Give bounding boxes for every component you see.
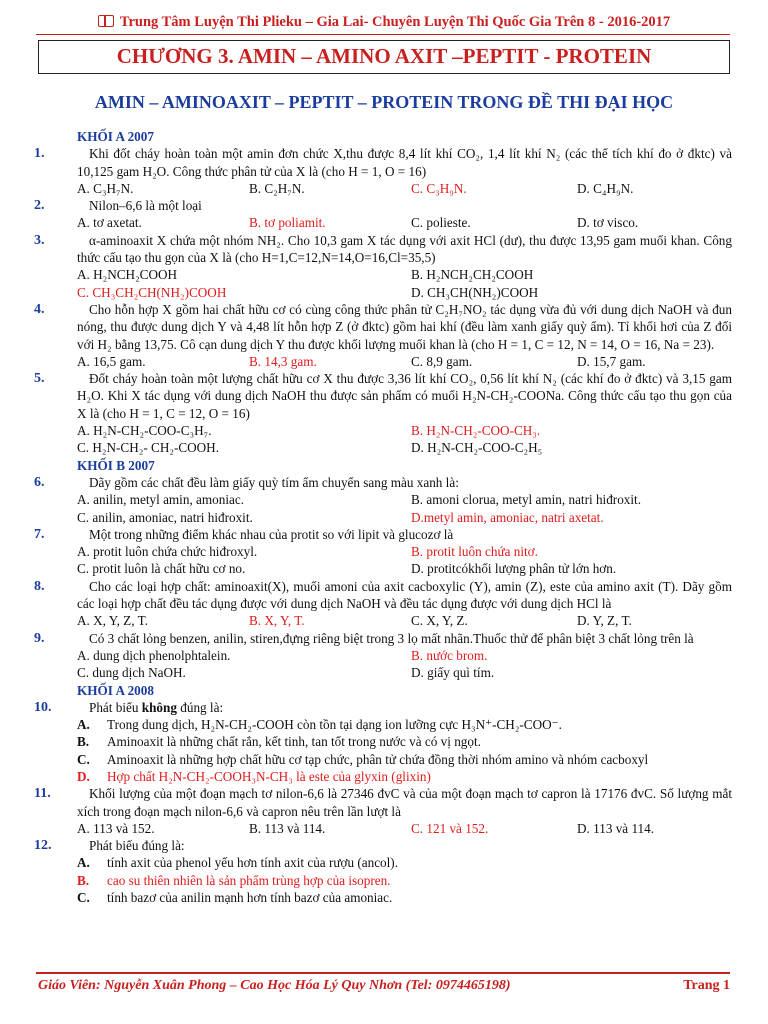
statement-label: B.	[77, 872, 90, 888]
options	[32, 266, 732, 301]
statement-label: A.	[77, 717, 90, 733]
statement-text: cao su thiên nhiên là sản phẩm trùng hợp của isopren.	[107, 872, 391, 888]
option-a: A. H₂N-CH₂-COO-C₃H₇.	[77, 423, 212, 439]
option-c: C. anilin, amoniac, natri hiđroxit.	[77, 509, 253, 525]
option-d-answer: D.metyl amin, amoniac, natri axetat.	[411, 509, 604, 525]
section-heading: KHỐI A 2008	[77, 682, 154, 698]
statement-text: Aminoaxit là những hợp chất hữu cơ tạp chức, phân tử chứa đồng thời nhóm amino và nhóm cacboxyl	[107, 751, 649, 767]
options	[32, 353, 732, 370]
statement-label: C.	[77, 751, 90, 767]
option-d: D. C₄H₉N.	[577, 180, 634, 196]
option-a: A. protit luôn chứa chức hiđroxyl.	[77, 544, 258, 560]
statement-text: Aminoaxit là những chất rắn, kết tinh, tan tốt trong nước và có vị ngọt.	[107, 734, 481, 750]
question-text: Dãy gồm các chất đều làm giấy quỳ tím ẩm chuyển sang màu xanh là:	[89, 474, 459, 490]
page-header	[0, 14, 768, 31]
option-b: B. amoni clorua, metyl amin, natri hiđroxit.	[411, 492, 642, 508]
question-text: Phát biểu đúng là:	[89, 838, 185, 854]
options	[32, 422, 732, 457]
question-text: α-aminoaxit X chứa một nhóm NH₂. Cho 10,3 gam X tác dụng với axit HCl (dư), thu được 13,95 gam muối khan. Công thức cấu tạo thu gọn của X là (cho H=1,C=12,N=14,O=16,Cl=35,5)	[77, 232, 732, 266]
option-c: C. protit luôn là chất hữu cơ no.	[77, 561, 246, 577]
question-number: 10.	[34, 699, 52, 715]
statement-label: A.	[77, 855, 90, 871]
question-1	[32, 145, 732, 180]
question-number: 1.	[34, 146, 45, 162]
statement-text: Hợp chất H₂N-CH₂-COOH₃N-CH₃ là este của glyxin (glixin)	[107, 768, 431, 784]
subtitle: AMIN – AMINOAXIT – PEPTIT – PROTEIN TRONG ĐỀ THI ĐẠI HỌC	[94, 92, 674, 112]
question-text: Cho hỗn hợp X gồm hai chất hữu cơ có cùng công thức phân tử C₂H₇NO₂ tác dụng vừa đủ với dung dịch NaOH và đun nóng, thu được dung dịch Y và 4,48 lít hỗn hợp Z (ở đktc) gồm hai khí (đều làm xanh giấy quỳ ẩm). Tỉ khối hơi của Z đối với H₂ bằng 13,75. Cô cạn dung dịch Y thu được khối lượng muối khan là (cho H = 1, C = 12, N = 14, O = 16, Na = 23).	[77, 301, 732, 352]
options	[32, 820, 732, 837]
question-9	[32, 630, 732, 647]
statement-b-answer	[32, 872, 732, 889]
question-7	[32, 526, 732, 543]
question-number: 3.	[34, 232, 45, 248]
question-3	[32, 232, 732, 267]
question-number: 9.	[34, 630, 45, 646]
statement-label: D.	[77, 768, 90, 784]
statement-c	[32, 889, 732, 906]
question-text: Cho các loại hợp chất: aminoaxit(X), muối amoni của axit cacboxylic (Y), amin (Z), este của amino axit (T). Dãy gồm các loại hợp chất đều tác dụng được với dung dịch NaOH và đều tác dụng được với dung dịch HCl là	[77, 578, 732, 612]
option-c-answer: C. CH₃CH₂CH(NH₂)COOH	[77, 284, 227, 300]
option-a: A. tơ axetat.	[77, 215, 142, 231]
option-a: A. C₃H₇N.	[77, 180, 134, 196]
options	[32, 491, 732, 526]
question-8	[32, 578, 732, 613]
option-b: B. C₂H₇N.	[249, 180, 305, 196]
statement-b	[32, 733, 732, 750]
option-a: A. X, Y, Z, T.	[77, 613, 148, 629]
option-a: A. H₂NCH₂COOH	[77, 267, 178, 283]
question-10	[32, 699, 732, 716]
question-text: Một trong những điểm khác nhau của protit so với lipit và glucozơ là	[89, 526, 454, 542]
option-d: D. giấy quì tím.	[411, 665, 495, 681]
question-text-end: đúng là:	[176, 699, 224, 715]
question-text: Khối lượng của một đoạn mạch tơ nilon-6,6 là 27346 đvC và của một đoạn mạch tơ capron là 17176 đvC. Số lượng mắt xích trong đoạn mạch nilon-6,6 và capron nêu trên lần lượt là	[77, 786, 732, 819]
option-c-answer: C. C₃H₉N.	[411, 180, 467, 196]
question-text-emphasis: không	[141, 699, 177, 715]
statement-text: tính axit của phenol yếu hơn tính axit của rượu (ancol).	[107, 855, 398, 871]
question-12	[32, 837, 732, 854]
option-a: A. anilin, metyl amin, amoniac.	[77, 492, 245, 508]
option-d: D. H₂N-CH₂-COO-C₂H₅	[411, 440, 543, 456]
question-number: 8.	[34, 578, 45, 594]
statement-label: B.	[77, 734, 90, 750]
option-c-answer: C. 121 và 152.	[411, 820, 489, 836]
header-text: Trung Tâm Luyện Thi Plieku – Gia Lai- Chuyên Luyện Thi Quốc Gia Trên 8 - 2016-2017	[119, 14, 671, 30]
footer-teacher: Giáo Viên: Nguyễn Xuân Phong – Cao Học Hóa Lý Quy Nhơn (Tel: 0974465198)	[38, 978, 511, 993]
option-c: C. dung dịch NaOH.	[77, 665, 186, 681]
section-heading: KHỐI B 2007	[77, 457, 155, 473]
options	[32, 647, 732, 682]
chapter-title: CHƯƠNG 3. AMIN – AMINO AXIT –PEPTIT - PROTEIN	[38, 40, 730, 74]
option-c: C. X, Y, Z.	[411, 613, 468, 629]
option-b: B. H₂NCH₂CH₂COOH	[411, 267, 534, 283]
question-6	[32, 474, 732, 491]
question-text	[77, 699, 732, 716]
question-2	[32, 197, 732, 214]
question-text: Có 3 chất lỏng benzen, anilin, stiren,đựng riêng biệt trong 3 lọ mất nhãn.Thuốc thử để phân biệt 3 chất lỏng trên là	[89, 630, 694, 646]
option-b-answer: B. X, Y, T.	[249, 613, 305, 629]
question-text: Khi đốt cháy hoàn toàn một amin đơn chức X,thu được 8,4 lít khí CO₂, 1,4 lít khí N₂ (các thể tích khí đo ở đktc) và 10,125 gam H₂O. Công thức phân tử của X là (cho H = 1, O = 16)	[77, 146, 732, 179]
statement-a	[32, 716, 732, 733]
options	[32, 180, 732, 197]
question-text: Đốt cháy hoàn toàn một lượng chất hữu cơ X thu được 3,36 lít khí CO₂, 0,56 lít khí N₂ (các khí đo ở đktc) và 3,15 gam H₂O. Khi X tác dụng với dung dịch NaOH thu được sản phẩm có muối H₂N-CH₂-COONa. Công thức cấu tạo thu gọn của X là (cho H = 1, C = 12, O = 16)	[77, 371, 732, 421]
question-11	[32, 785, 732, 820]
question-5	[32, 370, 732, 422]
question-number: 7.	[34, 526, 45, 542]
option-a: A. 16,5 gam.	[77, 353, 146, 369]
section-heading: KHỐI A 2007	[77, 129, 154, 144]
options	[32, 214, 732, 231]
question-text: Nilon–6,6 là một loại	[89, 198, 202, 214]
footer-divider	[36, 972, 730, 974]
statement-c	[32, 751, 732, 768]
question-number: 11.	[34, 786, 51, 802]
question-list	[32, 128, 732, 906]
option-b-answer: B. 14,3 gam.	[249, 353, 317, 369]
option-c: C. 8,9 gam.	[411, 353, 473, 369]
option-d: D. CH₃CH(NH₂)COOH	[411, 284, 539, 300]
option-a: A. dung dịch phenolphtalein.	[77, 647, 231, 663]
open-book-icon	[98, 15, 114, 27]
option-d: D. 113 và 114.	[577, 820, 655, 836]
option-b-answer: B. nước brom.	[411, 647, 488, 663]
options	[32, 612, 732, 629]
option-b-answer: B. H₂N-CH₂-COO-CH₃.	[411, 423, 541, 439]
option-c: C. H₂N-CH₂- CH₂-COOH.	[77, 440, 220, 456]
question-number: 12.	[34, 838, 52, 854]
question-text-start: Phát biểu	[89, 699, 142, 715]
question-number: 6.	[34, 474, 45, 490]
option-a: A. 113 và 152.	[77, 820, 155, 836]
page-number: Trang 1	[683, 978, 730, 993]
question-number: 4.	[34, 301, 45, 317]
question-number: 5.	[34, 371, 45, 387]
option-b: B. 113 và 114.	[249, 820, 326, 836]
question-4	[32, 301, 732, 353]
option-d: D. Y, Z, T.	[577, 613, 632, 629]
option-d: D. tơ visco.	[577, 215, 639, 231]
option-d: D. 15,7 gam.	[577, 353, 646, 369]
statement-text: Trong dung dịch, H₂N-CH₂-COOH còn tồn tại dạng ion lưỡng cực H₃N⁺-CH₂-COO⁻.	[107, 717, 562, 733]
option-b-answer: B. tơ poliamit.	[249, 215, 326, 231]
statement-a	[32, 854, 732, 871]
option-c: C. polieste.	[411, 215, 471, 231]
statement-d-answer	[32, 768, 732, 785]
option-d: D. protitcókhối lượng phân tử lớn hơn.	[411, 561, 617, 577]
options	[32, 543, 732, 578]
statement-text: tính bazơ của anilin mạnh hơn tính bazơ của amoniac.	[107, 890, 393, 906]
option-b-answer: B. protit luôn chứa nitơ.	[411, 544, 538, 560]
statement-label: C.	[77, 890, 90, 906]
header-divider	[36, 34, 730, 35]
question-number: 2.	[34, 198, 45, 214]
